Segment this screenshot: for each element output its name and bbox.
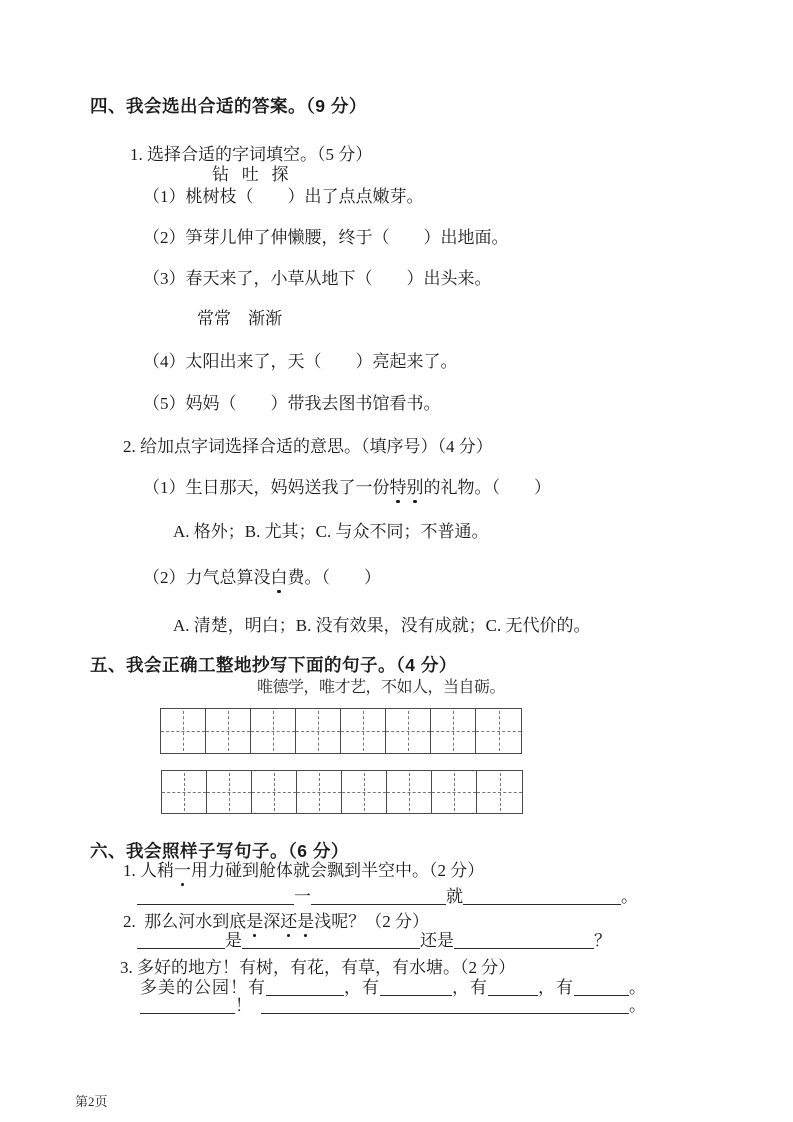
copybook-cell — [207, 771, 252, 813]
answer-blank — [380, 980, 452, 996]
emphasized-char: 一 — [174, 861, 191, 880]
emphasized-char: 是 — [297, 912, 315, 931]
sentence-end-mark: 。 — [629, 978, 647, 997]
copybook-cell — [297, 771, 342, 813]
page-number: 第2页 — [75, 1094, 108, 1109]
copybook-cell — [387, 771, 432, 813]
copybook-cell — [162, 771, 207, 813]
copybook-cell — [296, 709, 341, 753]
s6-q2-seg2: 深 — [263, 912, 281, 931]
s6-q1-answer-line — [137, 886, 638, 908]
q2-item-2-post: 费。（ ） — [287, 568, 381, 587]
s6-q3-sep: ，有 — [538, 978, 574, 997]
s6-q1-emphasized-word — [174, 861, 191, 880]
sentence-end-mark: ？ — [594, 931, 611, 950]
q2-item-2-options: A. 清楚，明白；B. 没有效果，没有成就；C. 无代价的。 — [173, 616, 591, 635]
q1-item-4: （4）太阳出来了，天（ ）亮起来了。 — [143, 352, 458, 371]
emphasized-char: 白 — [270, 568, 288, 587]
word-bank-1: 钻 吐 探 — [212, 165, 289, 184]
emphasized-char: 还 — [280, 912, 298, 931]
s6-q1-pre: 1. 人稍 — [123, 861, 174, 880]
copybook-sentence: 唯德学，唯才艺，不如人，当自砺。 — [257, 679, 506, 696]
s6-q2-seg1: 2. 那么河水到底 — [123, 912, 247, 931]
q2-item-1-emphasized-word — [390, 478, 424, 497]
s6-q2-answer-line — [137, 930, 611, 952]
q2-item-1-post: 的礼物。（ ） — [423, 478, 551, 497]
word-bank-2: 常常 渐渐 — [197, 309, 282, 328]
s6-q2-seg3: 浅呢？（2 分） — [314, 912, 429, 931]
answer-blank — [140, 998, 235, 1014]
q2-item-2 — [143, 567, 381, 589]
answer-blank — [261, 998, 629, 1014]
emphasized-char: 特 — [389, 478, 407, 497]
exclamation-mark: ！ — [235, 996, 252, 1015]
answer-blank — [266, 980, 344, 996]
q2-item-1-options: A. 格外；B. 尤其；C. 与众不同；不普通。 — [173, 522, 489, 541]
q1-item-2: （2）笋芽儿伸了伸懒腰，终于（ ）出地面。 — [143, 228, 509, 247]
s6-q1-example — [123, 860, 484, 882]
s6-q2-emphasized-word-1 — [246, 912, 263, 931]
copybook-cell — [432, 771, 477, 813]
s6-q1-post: 用力碰到舱体就会飘到半空中。（2 分） — [191, 861, 485, 880]
sentence-end-mark: 。 — [621, 887, 638, 906]
q1-item-1: （1）桃树枝（ ）出了点点嫩芽。 — [143, 187, 424, 206]
section4-q1-title: 1. 选择合适的字词填空。（5 分） — [130, 145, 373, 164]
pattern-word-2: 还是 — [420, 931, 454, 950]
q1-item-3: （3）春天来了，小草从地下（ ）出头来。 — [143, 269, 492, 288]
q1-item-5: （5）妈妈（ ）带我去图书馆看书。 — [143, 394, 441, 413]
answer-blank — [488, 980, 538, 996]
copybook-cell — [161, 709, 206, 753]
answer-blank — [463, 889, 621, 905]
answer-blank — [137, 933, 225, 949]
copybook-cell — [251, 709, 296, 753]
emphasized-char: 别 — [406, 478, 424, 497]
s6-q3-example: 3. 多好的地方！有树，有花，有草，有水塘。（2 分） — [120, 958, 516, 977]
q2-item-2-pre: （2）力气总算没 — [143, 568, 271, 587]
pattern-word-2: 就 — [446, 887, 463, 906]
s6-q3-answer-line-2 — [140, 995, 646, 1017]
copybook-cell — [341, 709, 386, 753]
copybook-cell — [252, 771, 297, 813]
section4-q2-title: 2. 给加点字词选择合适的意思。（填序号）（4 分） — [123, 437, 493, 456]
answer-blank — [137, 889, 294, 905]
section6-title: 六、我会照样子写句子。（6 分） — [90, 841, 349, 861]
s6-q2-emphasized-word-2 — [280, 912, 314, 931]
q2-item-1 — [143, 477, 551, 499]
copybook-grid-row-1 — [160, 708, 522, 754]
section4-title: 四、我会选出合适的答案。（9 分） — [90, 96, 367, 116]
copybook-cell — [431, 709, 476, 753]
sentence-end-mark: 。 — [629, 996, 646, 1015]
q2-item-2-emphasized-word — [271, 568, 288, 587]
answer-blank — [242, 933, 420, 949]
pattern-word-1: 一 — [294, 887, 311, 906]
copybook-cell — [206, 709, 251, 753]
answer-blank — [311, 889, 446, 905]
s6-q3-sep: ，有 — [452, 978, 488, 997]
s6-q3-lead: 多美的公园！有 — [140, 978, 266, 997]
s6-q3-sep: ，有 — [344, 978, 380, 997]
copybook-grid-row-2 — [161, 770, 523, 814]
copybook-cell — [476, 709, 521, 753]
answer-blank — [574, 980, 629, 996]
q2-item-1-pre: （1）生日那天，妈妈送我了一份 — [143, 478, 390, 497]
answer-blank — [454, 933, 594, 949]
pattern-word-1: 是 — [225, 931, 242, 950]
copybook-cell — [386, 709, 431, 753]
copybook-cell — [477, 771, 522, 813]
section5-title: 五、我会正确工整地抄写下面的句子。（4 分） — [90, 655, 457, 675]
copybook-cell — [342, 771, 387, 813]
emphasized-char: 是 — [246, 912, 264, 931]
